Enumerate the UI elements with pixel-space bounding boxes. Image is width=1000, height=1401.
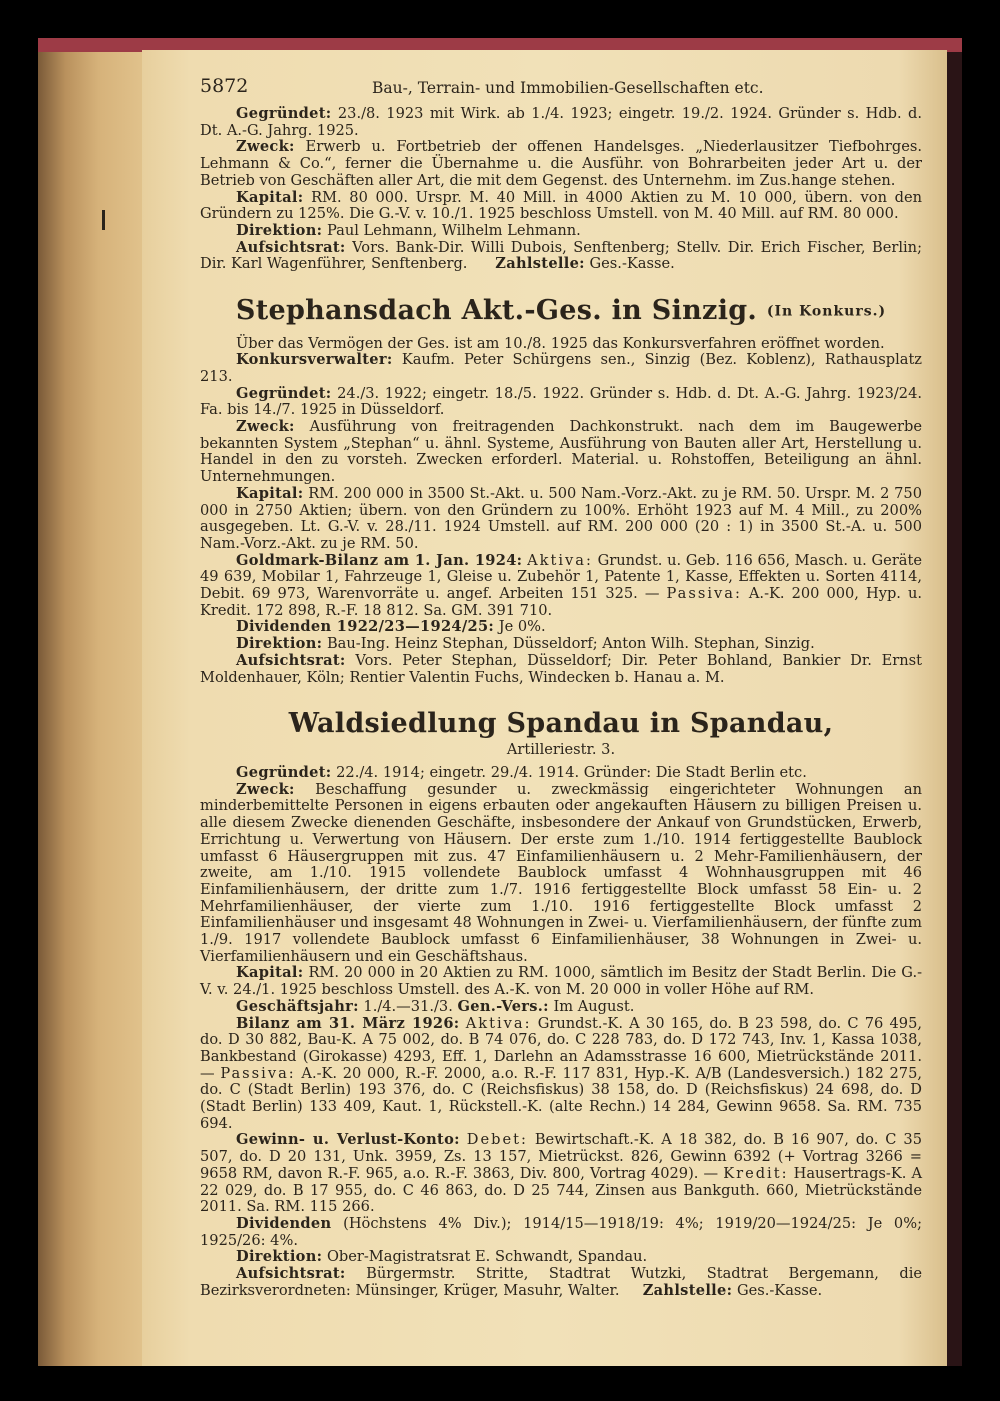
konkurs-notice: Über das Vermögen der Ges. ist am 10./8. 1925 das Konkursverfahren eröffnet worden. [236,334,885,352]
entry-direktion: Direktion: Ober-Magistratsrat E. Schwandt, Spandau. [236,1248,648,1266]
running-title: Bau-, Terrain- und Immobilien-Gesellschaften etc. [372,79,764,97]
entry-direktion: Direktion: Bau-Ing. Heinz Stephan, Düsseldorf; Anton Wilh. Stephan, Sinzig. [236,635,815,653]
entry-zweck: Zweck: Erwerb u. Fortbetrieb der offenen Handelsges. „Niederlausitzer Tiefbohrges. Lehmann & Co.“, ferner die Übernahme u. die Ausführ. von Bohrarbeiten jeder Art u. der Betrieb von Geschäften aller Art, die mit dem Gegenst. des Unternehm. im Zus.hange stehen. [200,138,923,189]
company-heading: Stephansdach Akt.-Ges. in Sinzig. (In Konkurs.) [235,295,887,327]
entry-gegruendet: Gegründet: 23./8. 1923 mit Wirk. ab 1./4. 1923; eingetr. 19./2. 1924. Gründer s. Hdb. d. Dt. A.-G. Jahrg. 1925. [200,105,923,139]
company-stephansdach [200,295,922,686]
entry-gegruendet: Gegründet: 22./4. 1914; eingetr. 29./4. 1914. Gründer: Die Stadt Berlin etc. [236,764,807,781]
entry-kapital: Kapital: RM. 80 000. Urspr. M. 40 Mill. in 4000 Aktien zu M. 10 000, übern. von den Gründern zu 125%. Die G.-V. v. 10./1. 1925 beschloss Umstell. von M. 40 Mill. auf RM. 80 000. [200,188,922,223]
company-waldsiedlung [200,708,922,1299]
entry-aufsichtsrat: Aufsichtsrat: Bürgermstr. Stritte, Stadtrat Wutzki, Stadtrat Bergemann, die Bezirksverordneten: Münsinger, Krüger, Masuhr, Walter. Zahlstelle: Ges.-Kasse. [200,1265,923,1299]
book-page [142,50,947,1366]
konkurs-badge: (In Konkurs.) [766,303,887,320]
entry-aufsichtsrat: Aufsichtsrat: Vors. Bank-Dir. Willi Dubois, Senftenberg; Stellv. Dir. Erich Fischer, Berlin; Dir. Karl Wagenführer, Senftenberg. Zahlstelle: Ges.-Kasse. [200,238,923,273]
company-address: Artilleriestr. 3. [506,741,616,759]
company-heading: Waldsiedlung Spandau in Spandau, [288,708,834,740]
page-number: 5872 [200,75,249,97]
entry-konkursverwalter: Konkursverwalter: Kaufm. Peter Schürgens sen., Sinzig (Bez. Koblenz), Rathausplatz 213. [200,351,923,385]
page-text [200,75,923,1300]
entry-gewinn-verlust: Gewinn- u. Verlust-Konto: Debet: Bewirtschaft.-K. A 18 382, do. B 16 907, do. C 35 507, do. D 20 131, Unk. 3959, Zs. 13 157, Mietrückst. 826, Gewinn 6392 (+ Vortrag 3266 = 9658 RM, davon R.-F. 965, a.o. R.-F. 3863, Div. 800, Vortrag 4029). — Kredit: Hausertrags-K. A 22 029, do. B 17 955, do. C 46 863, do. D 25 744, Zinsen aus Bankguth. 660, Mietrückstände 2011. Sa. RM. 115 266. [200,1131,922,1216]
running-header [200,75,922,106]
entry-kapital: Kapital: RM. 200 000 in 3500 St.-Akt. u. 500 Nam.-Vorz.-Akt. zu je RM. 50. Urspr. M. 2 750 000 in 2750 Aktien; übern. von den Gründern zu 100%. Erhöht 1923 auf M. 4 Mill., zu 200% ausgegeben. Lt. G.-V. v. 28./11. 1924 Umstell. auf RM. 200 000 (20 : 1) in 3500 St.-A. u. 500 Nam.-Vorz.-Akt. zu je RM. 50. [200,484,923,552]
entry-zweck: Zweck: Beschaffung gesunder u. zweckmässig eingerichteter Wohnungen an minderbemittelte Personen in eigens erbauten oder angekauften Häusern zu billigen Preisen u. alle diesem Zwecke dienenden Geschäfte, insbesondere der Ankauf von Grundstücken, Erwerb, Errichtung u. Verwertung von Häusern. Der erste zum 1./10. 1914 fertiggestellte Baublock umfasst 6 Häusergruppen mit zus. 47 Einfamilienhäusern u. 2 Mehr-Familienhäusern, der zweite, am 1./10. 1915 vollendete Baublock umfasst 4 Wohnhausgruppen mit 46 Einfamilienhäusern, der dritte zum 1./7. 1916 fertiggestellte Block umfasst 58 Ein- u. 2 Mehrfamilienhäuser, der vierte zum 1./10. 1916 fertiggestellte Block umfasst 2 Einfamilienhäuser und insgesamt 48 Wohnungen in Zwei- u. Vierfamilienhäusern, der fünfte zum 1./9. 1917 vollendete Baublock umfasst 6 Einfamilienhäuser, 38 Wohnungen in Zwei- u. Vierfamilienhäusern und ein Geschäftshaus. [200,780,922,965]
entry-dividenden: Dividenden 1922/23—1924/25: Je 0%. [236,618,546,636]
entry-kapital: Kapital: RM. 20 000 in 20 Aktien zu RM. 1000, sämtlich im Besitz der Stadt Berlin. Die G.-V. v. 24./1. 1925 beschloss Umstell. des A.-K. von M. 20 000 in voller Höhe auf RM. [200,964,923,999]
margin-mark [102,210,105,230]
entry-aufsichtsrat: Aufsichtsrat: Vors. Peter Stephan, Düsseldorf; Dir. Peter Bohland, Bankier Dr. Ernst Moldenhauer, Köln; Rentier Valentin Fuchs, Windecken b. Hanau a. M. [200,651,922,686]
entry-zweck: Zweck: Ausführung von freitragenden Dachkonstrukt. nach dem im Baugewerbe bekannten System „Stephan“ u. ähnl. Systeme, Ausführung von Bauten aller Art, Herstellung u. Handel in den zu vorsteh. Zwecken erforderl. Material. u. Rohstoffen, Beteiligung an ähnl. Unternehmungen. [200,418,922,486]
entry-gegruendet: Gegründet: 24./3. 1922; eingetr. 18./5. 1922. Gründer s. Hdb. d. Dt. A.-G. Jahrg. 1923/24. Fa. bis 14./7. 1925 in Düsseldorf. [200,384,923,419]
intro-section [200,106,922,273]
entry-direktion: Direktion: Paul Lehmann, Wilhelm Lehmann. [236,221,581,239]
entry-geschaeftsjahr: Geschäftsjahr: 1./4.—31./3. Gen.-Vers.: Im August. [236,997,635,1015]
page-stack-edges [38,52,148,1366]
entry-bilanz: Bilanz am 31. März 1926: Aktiva: Grundst.-K. A 30 165, do. B 23 598, do. C 76 495, do. D 30 882, Bau-K. A 75 002, do. B 74 076, do. C 228 783, do. D 172 743, Inv. 1, Kassa 1038, Bankbestand (Girokasse) 4293, Eff. 1, Darlehn an Adamsstrasse 16 600, Mietrückstände 2011. — Passiva: A.-K. 20 000, R.-F. 2000, a.o. R.-F. 117 831, Hyp.-K. A/B (Landesversich.) 182 275, do. C (Stadt Berlin) 193 376, do. C (Reichsfiskus) 38 158, do. D (Reichsfiskus) 24 698, do. D (Stadt Berlin) 133 409, Kaut. 1, Rückstell.-K. (alte Rechn.) 14 284, Gewinn 9658. Sa. RM. 735 694. [200,1014,922,1132]
entry-dividenden: Dividenden (Höchstens 4% Div.); 1914/15—1918/19: 4%; 1919/20—1924/25: Je 0%; 1925/26: 4%. [200,1214,922,1249]
entry-bilanz: Goldmark-Bilanz am 1. Jan. 1924: Aktiva: Grundst. u. Geb. 116 656, Masch. u. Geräte 49 639, Mobilar 1, Fahrzeuge 1, Gleise u. Zubehör 1, Patente 1, Kasse, Effekten u. Sorten 4114, Debit. 69 973, Warenvorräte u. angef. Arbeiten 151 325. — Passiva: A.-K. 200 000, Hyp. u. Kredit. 172 898, R.-F. 18 812. Sa. GM. 391 710. [200,551,922,619]
